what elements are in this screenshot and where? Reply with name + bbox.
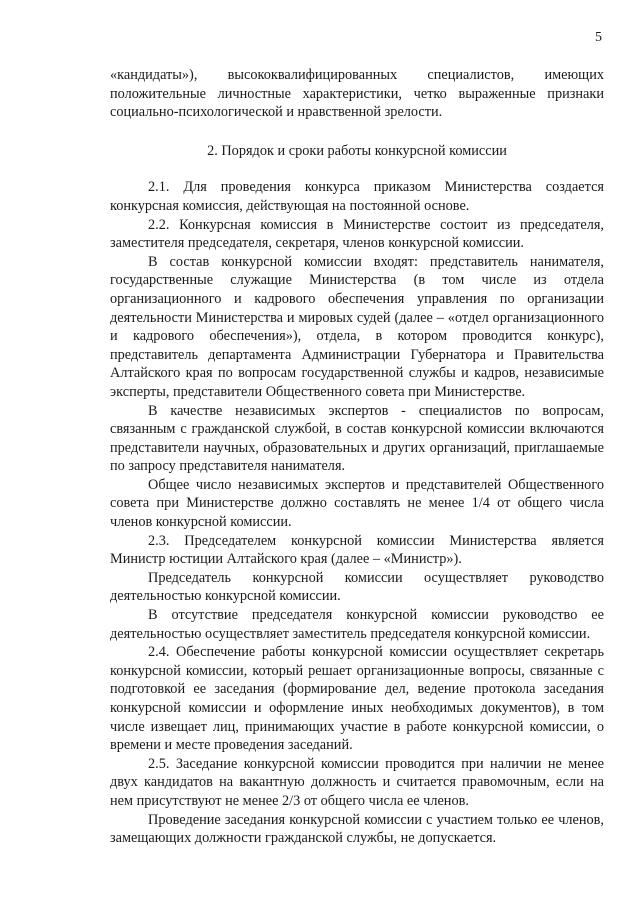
paragraph-meeting-restriction: Проведение заседания конкурсной комиссии с участием только ее членов, замещающих должности гражданской службы, не допускается.	[110, 811, 604, 847]
paragraph-2-4: 2.4. Обеспечение работы конкурсной комиссии осуществляет секретарь конкурсной комиссии, который решает организационные вопросы, связанные с подготовкой ее заседания (формирование дел, ведение протокола заседания конкурсной комиссии и оформление иных необходимых документов), в том числе извещает лиц, принимающих участие в работе конкурсной комиссии, о времени и месте проведения заседаний.	[110, 644, 604, 754]
section-heading: 2. Порядок и сроки работы конкурсной комиссии	[207, 142, 507, 159]
document-body	[110, 66, 604, 848]
paragraph-2-3: 2.3. Председателем конкурсной комиссии Министерства является Министр юстиции Алтайского края (далее – «Министр»).	[110, 532, 604, 568]
paragraph-2-5: 2.5. Заседание конкурсной комиссии проводится при наличии не менее двух кандидатов на вакантную должность и считается правомочным, если на нем присутствуют не менее 2/3 от общего числа ее членов.	[110, 755, 604, 809]
paragraph-2-2: 2.2. Конкурсная комиссия в Министерстве состоит из председателя, заместителя председателя, секретаря, членов конкурсной комиссии.	[110, 216, 604, 252]
paragraph-chairman-absence: В отсутствие председателя конкурсной комиссии руководство ее деятельностью осуществляет заместитель председателя конкурсной комиссии.	[110, 607, 604, 642]
page-number: 5	[595, 30, 602, 45]
paragraph-chairman-duties: Председатель конкурсной комиссии осуществляет руководство деятельностью конкурсной комиссии.	[110, 569, 604, 605]
paragraph-commission-composition: В состав конкурсной комиссии входят: представитель нанимателя, государственные служащие Министерства (в том числе из отдела организационного и кадрового обеспечения управления по организации деятельности Министерства и мировых судей (далее – «отдел организационного и кадрового обеспечения»), отдела, в котором проводится конкурс), представитель департамента Администрации Губернатора и Правительства Алтайского края по вопросам государственной службы и кадров, независимые эксперты, представители Общественного совета при Министерстве.	[110, 253, 604, 400]
paragraph-2-1: 2.1. Для проведения конкурса приказом Министерства создается конкурсная комиссия, действующая на постоянной основе.	[110, 179, 604, 214]
paragraph-independent-experts: В качестве независимых экспертов - специалистов по вопросам, связанным с гражданской службой, в состав конкурсной комиссии включаются представители научных, образовательных и других организаций, приглашаемые по запросу представителя нанимателя.	[110, 402, 604, 475]
paragraph-experts-share: Общее число независимых экспертов и представителей Общественного совета при Министерстве должно составлять не менее 1/4 от общего числа членов конкурсной комиссии.	[110, 476, 604, 531]
intro-paragraph: «кандидаты»), высококвалифицированных специалистов, имеющих положительные личностные характеристики, четко выраженные признаки социально-психологической и нравственной зрелости.	[110, 67, 604, 121]
